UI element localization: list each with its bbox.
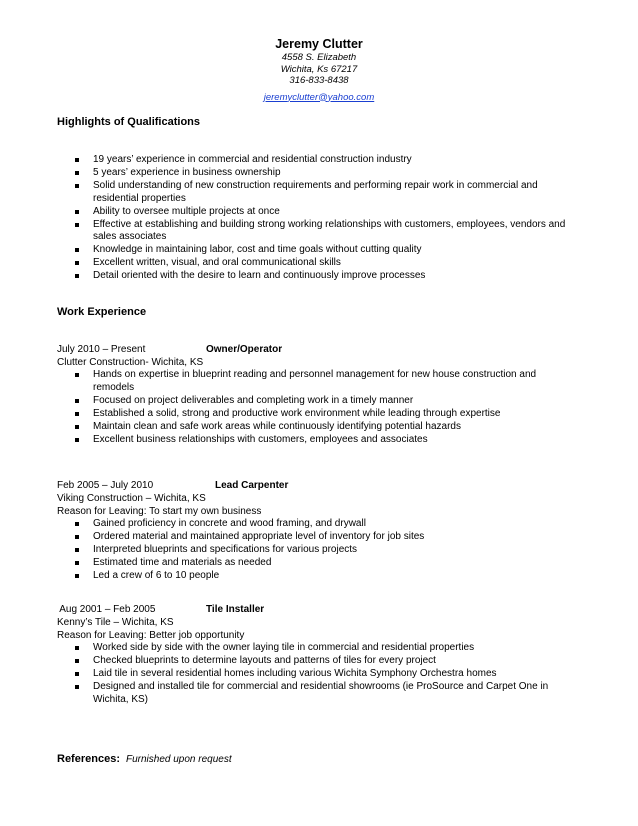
bullet-icon [75, 672, 79, 676]
bullet-icon [75, 561, 79, 565]
list-item: Solid understanding of new construction requirements and performing repair work in commercial and residential properties [75, 180, 575, 206]
bullet-icon [75, 210, 79, 214]
job-dates: July 2010 – Present [57, 344, 146, 355]
candidate-name: Jeremy Clutter [275, 37, 363, 51]
bullet-icon [75, 548, 79, 552]
bullet-icon [75, 412, 79, 416]
phone-number: 316-833-8438 [289, 75, 349, 86]
list-item: Hands on expertise in blueprint reading and personnel management for new house construction and remodels [75, 369, 575, 395]
list-item: Gained proficiency in concrete and wood framing, and drywall [75, 518, 575, 531]
list-item: Interpreted blueprints and specifications for various projects [75, 544, 575, 557]
list-item: Laid tile in several residential homes including various Wichita Symphony Orchestra homes [75, 668, 575, 681]
references-line [57, 753, 232, 765]
experience-heading: Work Experience [57, 306, 147, 318]
list-item: 19 years’ experience in commercial and residential construction industry [75, 154, 575, 167]
list-item: Worked side by side with the owner laying tile in commercial and residential properties [75, 642, 575, 655]
bullet-icon [75, 685, 79, 689]
qualifications-list [75, 154, 575, 283]
street-address: 4558 S. Elizabeth [281, 52, 357, 63]
bullet-icon [75, 158, 79, 162]
bullet-icon [75, 399, 79, 403]
list-item: Excellent written, visual, and oral communicational skills [75, 257, 575, 270]
bullet-icon [75, 659, 79, 663]
job-position: Owner/Operator [206, 344, 283, 355]
list-item: Checked blueprints to determine layouts and patterns of tiles for every project [75, 655, 575, 668]
bullet-icon [75, 171, 79, 175]
bullet-icon [75, 184, 79, 188]
bullet-icon [75, 535, 79, 539]
bullet-icon [75, 574, 79, 578]
list-item: Focused on project deliverables and completing work in a timely manner [75, 395, 575, 408]
bullet-icon [75, 522, 79, 526]
bullet-icon [75, 261, 79, 265]
list-item: Excellent business relationships with customers, employees and associates [75, 434, 575, 447]
list-item: Knowledge in maintaining labor, cost and time goals without cutting quality [75, 244, 575, 257]
city-state-zip: Wichita, Ks 67217 [280, 63, 358, 75]
job-duties-list [75, 642, 575, 707]
job-position: Lead Carpenter [215, 480, 289, 491]
list-item: Established a solid, strong and productive work environment while leading through expertise [75, 408, 575, 421]
list-item: Estimated time and materials as needed [75, 557, 575, 570]
job-company: Clutter Construction- Wichita, KS [57, 356, 204, 368]
list-item: Designed and installed tile for commercial and residential showrooms (ie ProSource and Carpet One in Wichita, KS) [75, 681, 575, 707]
job-reason-for-leaving: Reason for Leaving: To start my own business [57, 505, 262, 517]
list-item: Ordered material and maintained appropriate level of inventory for job sites [75, 531, 575, 544]
list-item: Ability to oversee multiple projects at once [75, 206, 575, 219]
references-label: References: [57, 753, 120, 765]
list-item: Effective at establishing and building strong working relationships with customers, employees, vendors and sales associates [75, 219, 575, 245]
bullet-icon [75, 223, 79, 227]
list-item: 5 years’ experience in business ownership [75, 167, 575, 180]
references-value: Furnished upon request [125, 754, 232, 765]
job-company: Kenny’s Tile – Wichita, KS [57, 616, 174, 628]
email-link[interactable]: jeremyclutter@yahoo.com [263, 91, 375, 103]
bullet-icon [75, 373, 79, 377]
bullet-icon [75, 646, 79, 650]
list-item: Led a crew of 6 to 10 people [75, 570, 575, 583]
job-position: Tile Installer [206, 604, 265, 615]
job-duties-list [75, 369, 575, 446]
job-header [57, 604, 557, 643]
bullet-icon [75, 248, 79, 252]
job-company: Viking Construction – Wichita, KS [57, 492, 206, 504]
job-header [57, 344, 557, 370]
resume-header [0, 37, 638, 105]
qualifications-heading: Highlights of Qualifications [57, 116, 200, 128]
job-reason-for-leaving: Reason for Leaving: Better job opportunity [57, 629, 245, 641]
job-dates: Aug 2001 – Feb 2005 [57, 604, 156, 615]
job-dates: Feb 2005 – July 2010 [57, 480, 154, 491]
job-header [57, 480, 557, 519]
list-item: Detail oriented with the desire to learn and continuously improve processes [75, 270, 575, 283]
bullet-icon [75, 425, 79, 429]
bullet-icon [75, 438, 79, 442]
list-item: Maintain clean and safe work areas while continuously identifying potential hazards [75, 421, 575, 434]
job-duties-list [75, 518, 575, 583]
bullet-icon [75, 274, 79, 278]
